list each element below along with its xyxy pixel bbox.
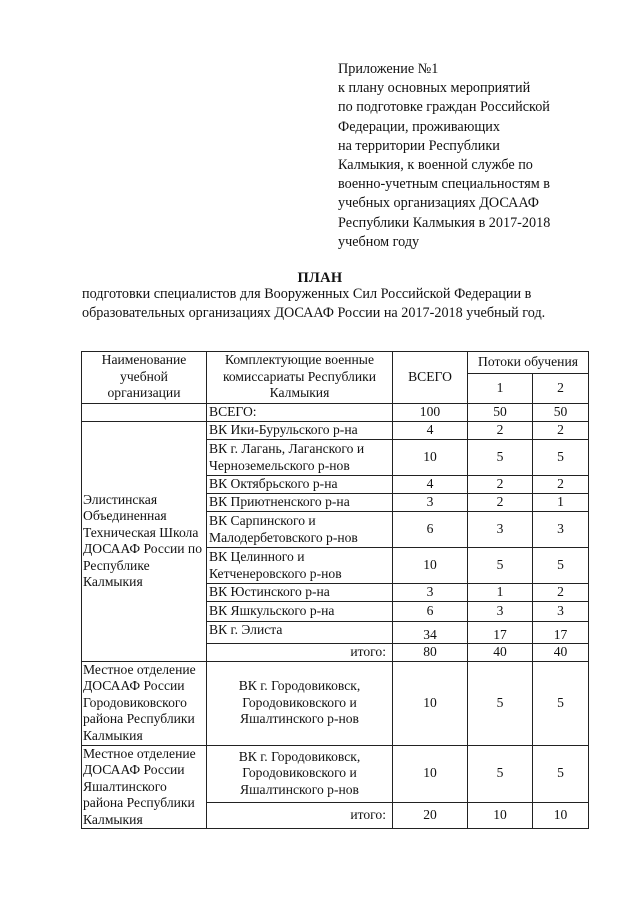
vk-cell: ВК Приютненского р-на xyxy=(207,494,393,512)
s2-cell: 17 xyxy=(533,622,589,644)
total-cell: 4 xyxy=(393,476,468,494)
total-cell: 3 xyxy=(393,584,468,602)
total-cell: 6 xyxy=(393,512,468,548)
table-row xyxy=(82,661,589,745)
s2-cell: 5 xyxy=(533,548,589,584)
grand-total-value: 100 xyxy=(393,404,468,422)
plan-table xyxy=(81,351,589,829)
vk-cell: ВК Яшкульского р-на xyxy=(207,602,393,622)
s1-cell: 5 xyxy=(468,661,533,745)
subtotal-s2: 40 xyxy=(533,644,589,662)
s1-cell: 2 xyxy=(468,494,533,512)
vk-cell: ВК г. Лагань, Лаганского и Черноземельского р-нов xyxy=(207,440,393,476)
subtotal-s1: 40 xyxy=(468,644,533,662)
s2-cell: 2 xyxy=(533,584,589,602)
s1-cell: 1 xyxy=(468,584,533,602)
appendix-line: на территории Республики xyxy=(338,137,500,154)
appendix-line: по подготовке граждан Российской xyxy=(338,99,550,116)
s1-cell: 17 xyxy=(468,622,533,644)
header-stream-1: 1 xyxy=(468,374,533,404)
vk-cell: ВК Ики-Бурульского р-на xyxy=(207,422,393,440)
total-cell: 6 xyxy=(393,602,468,622)
subtotal-s1: 10 xyxy=(468,802,533,828)
s1-cell: 3 xyxy=(468,512,533,548)
s2-cell: 5 xyxy=(533,661,589,745)
grand-total-label: ВСЕГО: xyxy=(207,404,393,422)
grand-total-row xyxy=(82,404,589,422)
table-row xyxy=(82,422,589,440)
s1-cell: 2 xyxy=(468,476,533,494)
vk-cell: ВК г. Городовиковск, Городовиковского и Яшалтинского р-нов xyxy=(207,745,393,802)
s2-cell: 3 xyxy=(533,602,589,622)
subtotal-s2: 10 xyxy=(533,802,589,828)
org-cell: Местное отделение ДОСААФ России Яшалтинского района Республики Калмыкия xyxy=(82,745,207,829)
header-total: ВСЕГО xyxy=(393,352,468,404)
appendix-line: к плану основных мероприятий xyxy=(338,80,531,97)
header-streams: Потоки обучения xyxy=(468,352,589,374)
total-cell: 10 xyxy=(393,745,468,802)
header-vk: Комплектующие военные комиссариаты Республики Калмыкия xyxy=(207,352,393,404)
vk-cell: ВК Юстинского р-на xyxy=(207,584,393,602)
total-cell: 3 xyxy=(393,494,468,512)
s2-cell: 1 xyxy=(533,494,589,512)
subtotal-total: 80 xyxy=(393,644,468,662)
s1-cell: 3 xyxy=(468,602,533,622)
s2-cell: 5 xyxy=(533,745,589,802)
plan-subtitle-line: образовательных организациях ДОСААФ России на 2017-2018 учебный год. xyxy=(82,304,546,321)
org-cell: Элистинская Объединенная Техническая Школа ДОСААФ России по Республике Калмыкия xyxy=(82,422,207,662)
appendix-line: Федерации, проживающих xyxy=(338,118,500,135)
header-org: Наименование учебной организации xyxy=(82,352,207,404)
appendix-line: военно-учетным специальностям в xyxy=(338,176,550,193)
total-cell: 10 xyxy=(393,548,468,584)
plan-subtitle xyxy=(82,285,602,322)
s1-cell: 5 xyxy=(468,440,533,476)
appendix-line: Калмыкия, к военной службе по xyxy=(338,157,533,174)
vk-cell: ВК Целинного и Кетченеровского р-нов xyxy=(207,548,393,584)
vk-cell: ВК г. Городовиковск, Городовиковского и Яшалтинского р-нов xyxy=(207,661,393,745)
s2-cell: 2 xyxy=(533,476,589,494)
s2-cell: 3 xyxy=(533,512,589,548)
s1-cell: 5 xyxy=(468,745,533,802)
plan-subtitle-line: подготовки специалистов для Вооруженных Сил Российской Федерации в xyxy=(82,286,532,302)
appendix-line: учебном году xyxy=(338,233,420,250)
grand-total-s2: 50 xyxy=(533,404,589,422)
appendix-line: Республики Калмыкия в 2017-2018 xyxy=(338,214,551,231)
vk-cell: ВК Октябрьского р-на xyxy=(207,476,393,494)
header-stream-2: 2 xyxy=(533,374,589,404)
subtotal-total: 20 xyxy=(393,802,468,828)
org-cell: Местное отделение ДОСААФ России Городовиковского района Республики Калмыкия xyxy=(82,661,207,745)
appendix-line: учебных организациях ДОСААФ xyxy=(338,195,539,212)
grand-total-s1: 50 xyxy=(468,404,533,422)
total-cell: 4 xyxy=(393,422,468,440)
subtotal-label: итого: xyxy=(207,802,393,828)
appendix-line: Приложение №1 xyxy=(338,61,439,77)
s1-cell: 2 xyxy=(468,422,533,440)
subtotal-label: итого: xyxy=(207,644,393,662)
total-cell: 34 xyxy=(393,622,468,644)
vk-cell: ВК г. Элиста xyxy=(207,622,393,644)
s2-cell: 5 xyxy=(533,440,589,476)
plan-title: ПЛАН xyxy=(297,270,343,286)
table-row xyxy=(82,745,589,802)
appendix-block xyxy=(338,60,608,252)
total-cell: 10 xyxy=(393,661,468,745)
total-cell: 10 xyxy=(393,440,468,476)
s2-cell: 2 xyxy=(533,422,589,440)
vk-cell: ВК Сарпинского и Малодербетовского р-нов xyxy=(207,512,393,548)
s1-cell: 5 xyxy=(468,548,533,584)
